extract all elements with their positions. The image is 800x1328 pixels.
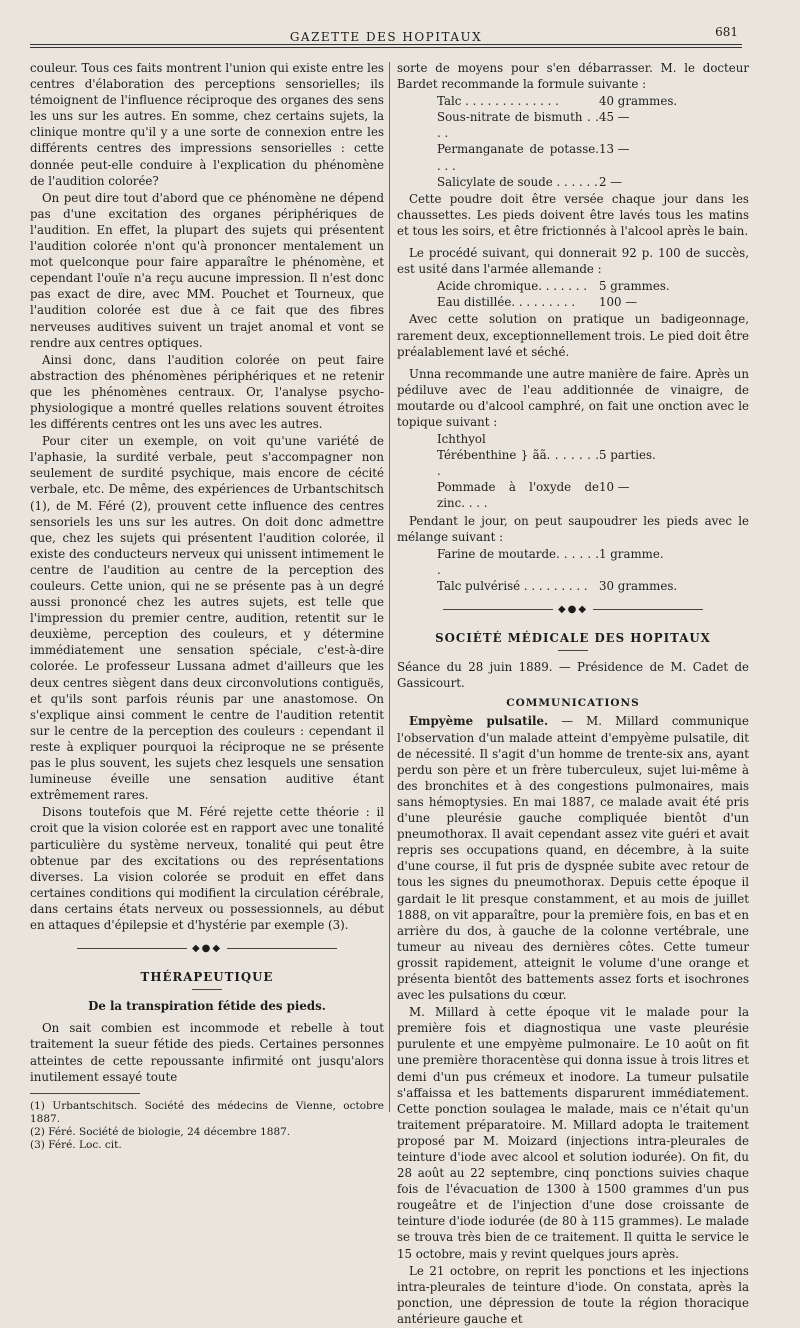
prescription-line: Talc . . . . . . . . . . . . . 40 grammes. [437, 94, 678, 109]
prescription-line: Térébenthine } ãã. . . . . . . . 5 parties. [437, 448, 656, 479]
ornament-divider: ◆●◆ [397, 602, 749, 618]
section-heading: THÉRAPEUTIQUE [140, 970, 274, 985]
header-rule [30, 44, 742, 45]
footnote: (1) Urbantschitsch. Société des médecins de Vienne, octobre 1887. [30, 1099, 384, 1125]
short-rule [558, 650, 588, 651]
footnote: (2) Féré. Société de biologie, 24 décembre 1887. [30, 1125, 291, 1138]
prescription-line: Acide chromique. . . . . . . 5 grammes. [437, 279, 670, 294]
paragraph: Le procédé suivant, qui donnerait 92 p. 100 de succès, est usité dans l'armée allemande : [397, 246, 749, 277]
prescription [437, 93, 749, 190]
paragraph: Ainsi donc, dans l'audition colorée on peut faire abstraction des phénomènes périphériques et ne retenir que les phénomènes centraux. Or, l'analyse psycho-physiologique a montré quelles relations souvent étroites les différents centres ont les uns avec les autres. [30, 352, 384, 432]
article-title: De la transpiration fétide des pieds. [88, 999, 326, 1014]
prescription [437, 278, 749, 310]
seance-line: Séance du 28 juin 1889. — Présidence de M. Cadet de Gassicourt. [397, 660, 749, 691]
prescription [437, 546, 749, 594]
prescription-line: Permanganate de potasse. . . . 13 — [437, 142, 630, 173]
paragraph: Disons toutefois que M. Féré rejette cette théorie : il croit que la vision colorée est en rapport avec une tonalité particulière du système nerveux, tonalité qui peut être obtenue par des excitations ou des représentations diverses. La vision colorée se produit en effet dans certaines conditions qui modifient la circulation cérébrale, dans certains états nerveux ou possessionnels, au début en attaques d'épilepsie et d'hystérie par exemple (3). [30, 805, 384, 932]
paragraph: Avec cette solution on pratique un badigeonnage, rarement deux, exceptionnellement trois. Le pied doit être préalablement lavé et séché. [397, 312, 749, 359]
prescription-line: Salicylate de soude . . . . . . 2 — [437, 174, 623, 189]
paragraph: Le 21 octobre, on reprit les ponctions et les injections intra-pleurales de teinture d'iode. On constata, après la ponction, une dépression de toute la région thoracique antérieure gauche et [397, 1263, 749, 1326]
column-separator [389, 62, 390, 1112]
footnote: (3) Féré. Loc. cit. [30, 1138, 122, 1151]
left-column [30, 60, 384, 1152]
paragraph: On sait combien est incommode et rebelle à tout traitement la sueur fétide des pieds. Certaines personnes atteintes de cette repoussante infirmité ont jusqu'alors inutilement essayé toute [30, 1021, 384, 1084]
paragraph [397, 713, 749, 1003]
paragraph-text: — M. Millard communique l'observation d'un malade atteint d'empyème pulsatile, dit de nécessité. Il s'agit d'un homme de trente-six ans, ayant perdu son père et un frère tuberculeux, sujet lui-même à des bronchites et à des congestions pulmonaires, mais sans hémoptysies. En mai 1887, ce malade avait été pris d'une pleurésie gauche compliquée bientôt d'un pneumothorax. Il avait cependant assez vite guéri et avait repris ses occupations quand, en décembre, à la suite d'une course, il fut pris de dyspnée subite avec retour de tous les signes du pneumothorax. Depuis cette époque il gardait le lit presque constamment, et au mois de juillet 1888, on vit apparaître, pour la première fois, en bas et en arrière du dos, à gauche de la colonne vertébrale, une tumeur au niveau des dernières côtes. Cette tumeur grossit rapidement, atteignit le volume d'une orange et présenta bientôt des battements assez forts et isochrones avec les pulsations du cœur. [397, 714, 749, 1003]
section-heading: SOCIÉTÉ MÉDICALE DES HOPITAUX [435, 631, 711, 646]
paragraph: sorte de moyens pour s'en débarrasser. M. le docteur Bardet recommande la formule suivante : [397, 61, 749, 92]
paragraph: Cette poudre doit être versée chaque jour dans les chaussettes. Les pieds doivent être lavés tous les matins et tous les soirs, et être frictionnés à l'alcool après le bain. [397, 191, 749, 238]
paragraph: Pendant le jour, on peut saupoudrer les pieds avec le mélange suivant : [397, 513, 749, 544]
prescription [437, 431, 749, 511]
footnote-rule [30, 1093, 140, 1094]
prescription-line: Ichthyol [437, 432, 486, 447]
paragraph: Pour citer un exemple, on voit qu'une variété de l'aphasie, la surdité verbale, peut s'accompagner non seulement de surdité psychique, mais encore de cécité verbale, etc. De même, des expériences de Urbantschitsch (1), de M. Féré (2), prouvent cette influence des centres sensoriels les uns sur les autres. On doit donc admettre que, chez les sujets qui présentent l'audition colorée, il existe des conducteurs nerveux qui unissent intimement le centre de l'audition au centre de la perception des couleurs. Cette union, qui ne se présente pas à un degré aussi prononcé chez les autres sujets, est telle que l'impression du premier centre, audition, retentit sur le deuxième, perception des couleurs, et y détermine immédiatement une sensation spéciale, c'est-à-dire colorée. Le professeur Lussana admet d'ailleurs que les deux centres siègent dans deux circonvolutions contiguës, et qu'ils sont parfois réunis par une anastomose. On s'explique ainsi comment le centre de l'audition retentit sur le centre de la perception des couleurs : cependant il reste à expliquer pourquoi la réciproque ne se présente pas le plus souvent, les sujets chez lesquels une sensation lumineuse éveille une sensation auditive étant extrêmement rares. [30, 434, 384, 803]
paragraph: Unna recommande une autre manière de faire. Après un pédiluve avec de l'eau additionnée de vinaigre, de moutarde ou d'alcool camphré, on fait une onction avec le topique suivant : [397, 366, 749, 429]
prescription-line: Talc pulvérisé . . . . . . . . . 30 grammes. [437, 578, 678, 593]
ornament-divider: ◆●◆ [30, 941, 384, 957]
run-in-heading: Empyème pulsatile. [409, 714, 549, 729]
short-rule [192, 989, 222, 990]
prescription-line: Eau distillée. . . . . . . . . 100 — [437, 295, 638, 310]
right-column [397, 60, 749, 1328]
paragraph: On peut dire tout d'abord que ce phénomène ne dépend pas d'une excitation des organes périphériques de l'audition. En effet, la plupart des sujets qui présentent l'audition colorée n'ont qu'à prononcer mentalement un mot quelconque pour faire apparaître le phénomène, et cependant l'ouïe n'a reçu aucune impression. Il n'est donc pas exact de dire, avec MM. Pouchet et Tourneux, que l'audition colorée est due à ce fait que des fibres nerveuses auditives suivent un trajet anomal et vont se rendre aux centres optiques. [30, 190, 384, 350]
header-rule-2 [30, 47, 742, 48]
journal-title: GAZETTE DES HOPITAUX [289, 30, 483, 44]
page-number: 681 [715, 25, 738, 39]
prescription-line: Sous-nitrate de bismuth . . . . 45 — [437, 110, 630, 141]
paragraph: couleur. Tous ces faits montrent l'union qui existe entre les centres d'élaboration des perceptions sensorielles; ils témoignent de l'influence réciproque des organes des sens les uns sur les autres. En somme, chez certains sujets, la clinique montre qu'il y a une sorte de connexion entre les différents centres des impressions sensorielles : cette donnée peut-elle conduire à l'explication du phénomène de l'audition colorée? [30, 61, 384, 188]
paragraph: M. Millard à cette époque vit le malade pour la première fois et diagnostiqua une vaste pleurésie purulente et une empyème pulmonaire. Le 10 août on fit une première thoracentèse qui donna issue à trois litres et demi d'un pus crémeux et inodore. La tumeur pulsatile s'affaissa et les battements disparurent immédiatement. Cette ponction soulagea le malade, mais ce n'était qu'un traitement préparatoire. M. Millard adopta le traitement proposé par M. Moizard (injections intra-pleurales de teinture d'iode avec alcool et solution iodurée). On fit, du 28 août au 22 septembre, cinq ponctions suivies chaque fois de l'évacuation de 1300 à 1500 grammes d'un pus rougeâtre et de l'injection d'une dose croissante de teinture d'iode iodurée (de 80 à 115 grammes). Le malade se trouva très bien de ce traitement. Il quitta le service le 15 octobre, mais y revint quelques jours après. [397, 1005, 750, 1261]
subsection-heading: COMMUNICATIONS [506, 697, 640, 710]
prescription-line: Pommade à l'oxyde de zinc. . . . 10 — [437, 480, 630, 511]
prescription-line: Farine de moutarde. . . . . . . 1 gramme. [437, 546, 664, 577]
